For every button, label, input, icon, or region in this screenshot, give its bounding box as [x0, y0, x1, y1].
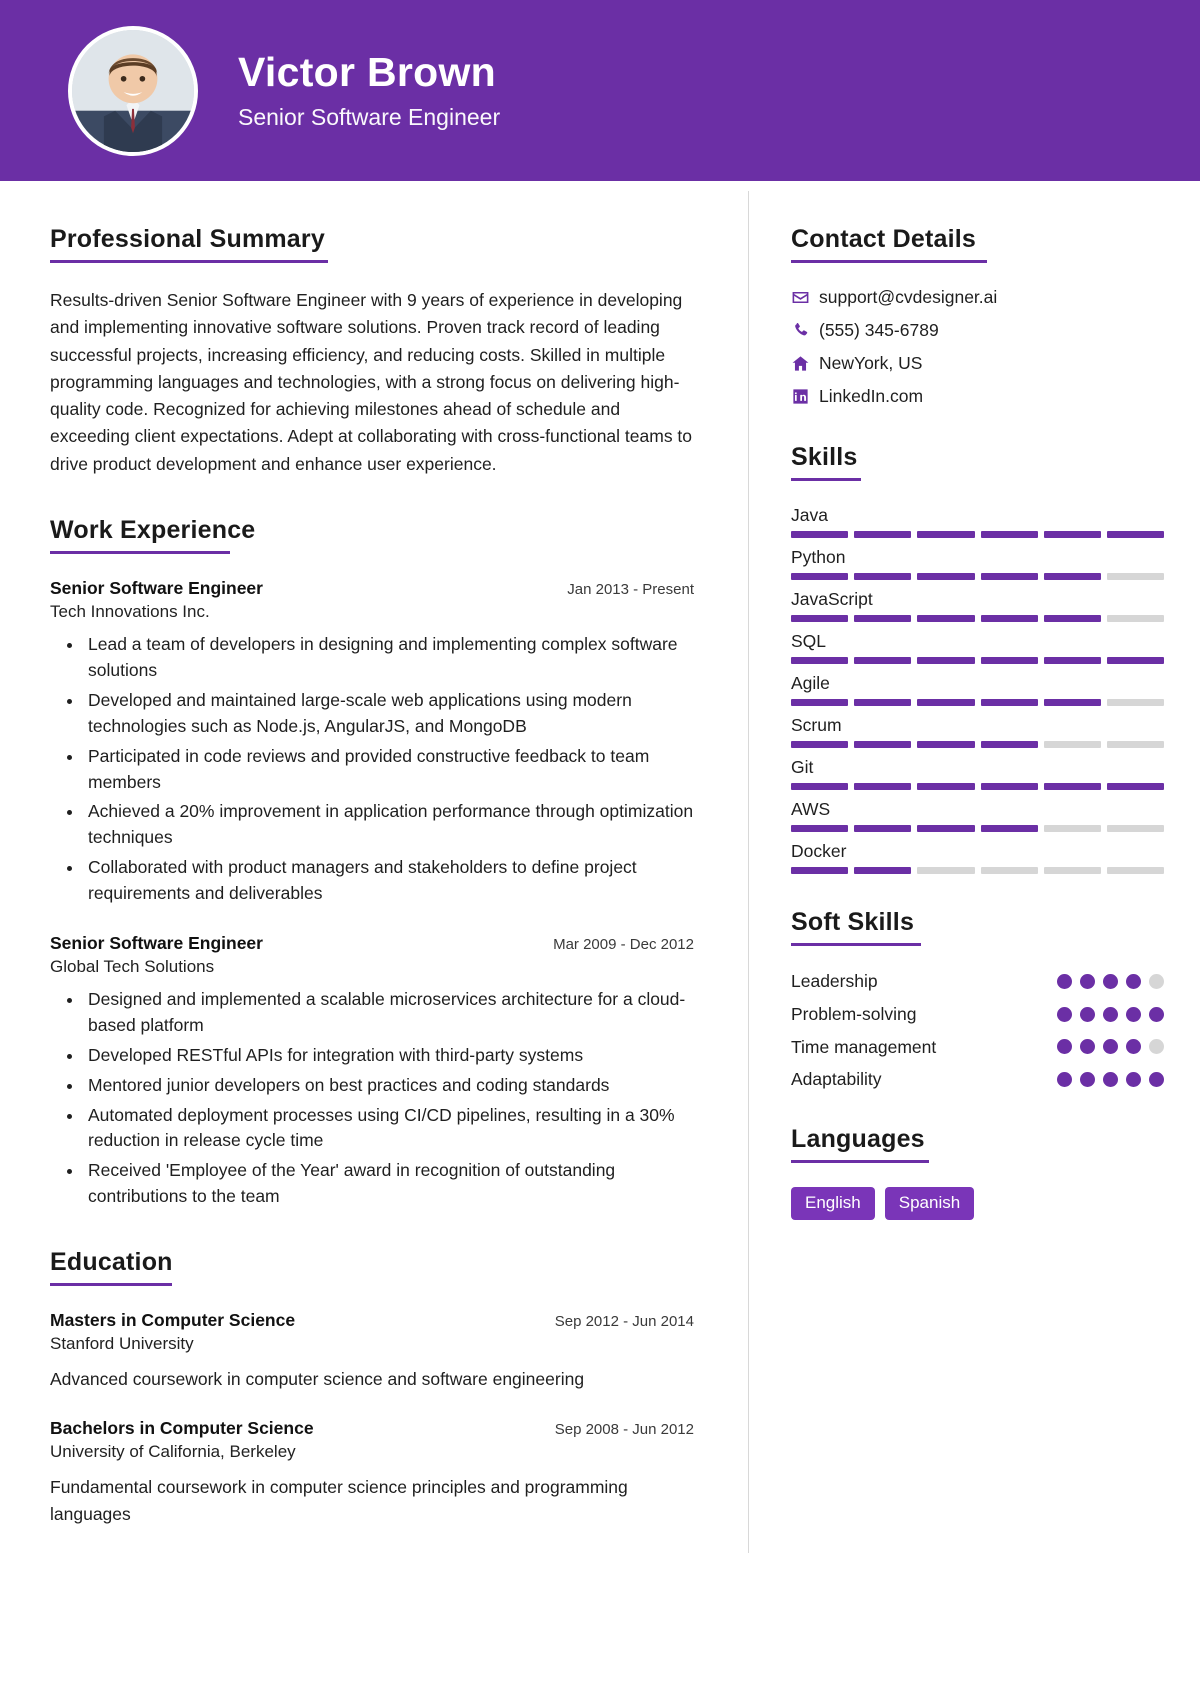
- contact-email[interactable]: [791, 287, 1164, 308]
- skill-segment: [981, 867, 1038, 874]
- skill-segment: [917, 783, 974, 790]
- skill-item: [791, 589, 1164, 622]
- rating-dot: [1057, 1072, 1072, 1087]
- skill-bar: [791, 699, 1164, 706]
- skill-bar: [791, 741, 1164, 748]
- contact-linkedin[interactable]: [791, 386, 1164, 407]
- education-entry-head: [50, 1310, 694, 1331]
- soft-skill-item: [791, 970, 1164, 993]
- rating-dot: [1103, 1007, 1118, 1022]
- skill-segment: [917, 573, 974, 580]
- skill-segment: [1044, 783, 1101, 790]
- work-bullets: [50, 987, 694, 1210]
- skill-segment: [1107, 783, 1164, 790]
- rating-dot: [1080, 1007, 1095, 1022]
- skill-segment: [1107, 573, 1164, 580]
- skill-label: AWS: [791, 799, 831, 819]
- skill-label: Scrum: [791, 715, 842, 735]
- header-name-block: [238, 50, 500, 130]
- skill-segment: [791, 825, 848, 832]
- skill-bar: [791, 531, 1164, 538]
- skill-segment: [1044, 867, 1101, 874]
- skill-segment: [1044, 615, 1101, 622]
- skill-segment: [1107, 531, 1164, 538]
- skill-segment: [1044, 573, 1101, 580]
- section-professional-summary: [50, 225, 694, 478]
- skill-segment: [854, 699, 911, 706]
- degree-title: Masters in Computer Science: [50, 1310, 296, 1331]
- sidebar-column: [749, 181, 1200, 1260]
- skill-item: [791, 841, 1164, 874]
- section-underline: [50, 551, 230, 554]
- rating-dot: [1126, 974, 1141, 989]
- education-description: Advanced coursework in computer science and software engineering: [50, 1369, 585, 1390]
- main-column: [0, 181, 748, 1593]
- list-item: • Participated in code reviews and provided constructive feedback to team members: [84, 744, 694, 796]
- rating-dot: [1103, 1072, 1118, 1087]
- header-role: Senior Software Engineer: [238, 103, 501, 130]
- resume-header: [0, 0, 1200, 181]
- contact-linkedin-text: LinkedIn.com: [819, 386, 924, 406]
- soft-skill-item: [791, 1003, 1164, 1026]
- skill-label: Agile: [791, 673, 830, 693]
- rating-dot: [1126, 1007, 1141, 1022]
- skill-segment: [854, 657, 911, 664]
- work-company: Global Tech Solutions: [50, 956, 215, 976]
- skill-segment: [854, 615, 911, 622]
- work-job-title: Senior Software Engineer: [50, 932, 263, 953]
- skill-segment: [791, 867, 848, 874]
- skill-item: [791, 505, 1164, 538]
- summary-text: Results-driven Senior Software Engineer with 9 years of experience in developing and implementing innovative software solutions. Proven track record of leading successful projects, increasing efficiency, and reducing costs. Skilled in multiple programming languages and technologies, with a strong focus on delivering high-quality code. Recognized for achieving milestones ahead of schedule and exceeding client expectations. Adept at collaborating with cross-functional teams to drive product development and enhance user experience.: [50, 290, 693, 474]
- language-chip: English: [791, 1187, 875, 1220]
- soft-skill-dots: [1057, 1039, 1164, 1054]
- skill-bar: [791, 615, 1164, 622]
- rating-dot: [1149, 1039, 1164, 1054]
- skill-segment: [1107, 867, 1164, 874]
- skill-segment: [981, 615, 1038, 622]
- page-title: Victor Brown: [238, 49, 496, 96]
- education-description: Fundamental coursework in computer science principles and programming languages: [50, 1477, 628, 1524]
- skill-segment: [854, 867, 911, 874]
- skill-segment: [981, 783, 1038, 790]
- education-date: Sep 2008 - Jun 2012: [554, 1421, 694, 1439]
- soft-skill-label: Problem-solving: [791, 1003, 917, 1024]
- soft-skill-label: Leadership: [791, 971, 878, 991]
- skill-segment: [917, 699, 974, 706]
- skill-label: JavaScript: [791, 589, 873, 609]
- school-name: Stanford University: [50, 1334, 194, 1354]
- skill-segment: [791, 531, 848, 538]
- work-entry: [50, 933, 694, 1210]
- work-bullets: [50, 632, 694, 907]
- list-item: • Automated deployment processes using CI/CD pipelines, resulting in a 30% reduction in release cycle time: [84, 1103, 694, 1155]
- skill-bar: [791, 867, 1164, 874]
- rating-dot: [1080, 1039, 1095, 1054]
- skill-segment: [791, 657, 848, 664]
- section-skills: [791, 443, 1164, 874]
- section-title: Languages: [791, 1125, 925, 1153]
- section-title: Education: [50, 1248, 173, 1277]
- rating-dot: [1126, 1072, 1141, 1087]
- section-education: [50, 1248, 694, 1527]
- list-item: • Lead a team of developers in designing and implementing complex software solutions: [84, 632, 694, 684]
- skill-segment: [791, 783, 848, 790]
- skill-segment: [854, 783, 911, 790]
- skill-segment: [981, 657, 1038, 664]
- skill-label: Git: [791, 757, 814, 777]
- skill-segment: [1107, 699, 1164, 706]
- language-chip: Spanish: [885, 1187, 974, 1220]
- work-entry: [50, 578, 694, 907]
- rating-dot: [1103, 974, 1118, 989]
- education-entry-head: [50, 1418, 694, 1439]
- contact-email-text: support@cvdesigner.ai: [819, 287, 998, 307]
- skill-segment: [1044, 531, 1101, 538]
- rating-dot: [1126, 1039, 1141, 1054]
- contact-location: [791, 353, 1164, 374]
- list-item: • Developed RESTful APIs for integration with third-party systems: [84, 1043, 694, 1069]
- skill-bar: [791, 825, 1164, 832]
- skill-label: Java: [791, 505, 828, 525]
- list-item: • Developed and maintained large-scale web applications using modern technologies such as Node.js, AngularJS, and MongoDB: [84, 688, 694, 740]
- education-entry: [50, 1418, 694, 1527]
- skill-item: [791, 715, 1164, 748]
- skill-segment: [791, 741, 848, 748]
- list-item: • Mentored junior developers on best practices and coding standards: [84, 1073, 694, 1099]
- section-contact-details: [791, 225, 1164, 407]
- skill-item: [791, 631, 1164, 664]
- envelope-icon: [791, 288, 819, 307]
- skill-segment: [1107, 741, 1164, 748]
- section-underline: [791, 1160, 929, 1163]
- skill-segment: [981, 531, 1038, 538]
- language-chip-list: [791, 1187, 1164, 1220]
- education-date: Sep 2012 - Jun 2014: [554, 1313, 694, 1331]
- section-title: Skills: [791, 443, 858, 471]
- skill-label: Docker: [791, 841, 847, 861]
- work-company: Tech Innovations Inc.: [50, 602, 210, 622]
- section-title: Work Experience: [50, 516, 256, 545]
- section-underline: [791, 260, 987, 263]
- rating-dot: [1149, 1007, 1164, 1022]
- skill-segment: [854, 531, 911, 538]
- rating-dot: [1080, 974, 1095, 989]
- phone-icon: [791, 321, 819, 340]
- skill-segment: [981, 741, 1038, 748]
- skill-segment: [917, 741, 974, 748]
- soft-skill-label: Adaptability: [791, 1069, 882, 1090]
- section-underline: [50, 260, 328, 263]
- skill-segment: [854, 741, 911, 748]
- school-name: University of California, Berkeley: [50, 1442, 296, 1462]
- skill-item: [791, 673, 1164, 706]
- section-underline: [791, 943, 921, 946]
- rating-dot: [1103, 1039, 1118, 1054]
- rating-dot: [1080, 1072, 1095, 1087]
- skill-segment: [981, 699, 1038, 706]
- skill-segment: [1044, 657, 1101, 664]
- soft-skill-dots: [1057, 974, 1164, 989]
- rating-dot: [1057, 1039, 1072, 1054]
- skill-segment: [791, 615, 848, 622]
- skill-segment: [917, 531, 974, 538]
- skill-bar: [791, 657, 1164, 664]
- skill-segment: [917, 867, 974, 874]
- home-icon: [791, 354, 819, 373]
- skill-item: [791, 799, 1164, 832]
- skill-label: SQL: [791, 631, 827, 651]
- contact-phone-text: (555) 345-6789: [819, 320, 939, 340]
- rating-dot: [1057, 1007, 1072, 1022]
- skill-bar: [791, 783, 1164, 790]
- section-languages: [791, 1125, 1164, 1220]
- skill-segment: [791, 699, 848, 706]
- skill-segment: [854, 573, 911, 580]
- list-item: • Achieved a 20% improvement in application performance through optimization techniques: [84, 799, 694, 851]
- resume-body: [0, 181, 1200, 1593]
- section-title: Soft Skills: [791, 908, 915, 936]
- soft-skill-item: [791, 1036, 1164, 1059]
- skill-segment: [1044, 741, 1101, 748]
- soft-skill-item: [791, 1068, 1164, 1091]
- education-entry: [50, 1310, 694, 1392]
- soft-skill-label: Time management: [791, 1036, 937, 1057]
- rating-dot: [1149, 974, 1164, 989]
- skill-segment: [854, 825, 911, 832]
- work-date: Jan 2013 - Present: [567, 581, 694, 599]
- list-item: • Designed and implemented a scalable microservices architecture for a cloud-based platform: [84, 987, 694, 1039]
- work-job-title: Senior Software Engineer: [50, 578, 263, 599]
- list-item: • Collaborated with product managers and stakeholders to define project requirements and deliverables: [84, 855, 694, 907]
- section-underline: [791, 478, 861, 481]
- section-underline: [50, 1283, 172, 1286]
- rating-dot: [1057, 974, 1072, 989]
- section-soft-skills: [791, 908, 1164, 1091]
- skill-segment: [1044, 825, 1101, 832]
- skill-segment: [917, 657, 974, 664]
- work-entry-head: [50, 578, 694, 599]
- work-entry-head: [50, 933, 694, 954]
- soft-skill-dots: [1057, 1072, 1164, 1087]
- degree-title: Bachelors in Computer Science: [50, 1418, 314, 1439]
- skill-segment: [1107, 657, 1164, 664]
- person-photo-icon: [72, 30, 194, 152]
- skill-segment: [791, 573, 848, 580]
- skill-segment: [1107, 615, 1164, 622]
- skill-bar: [791, 573, 1164, 580]
- skill-item: [791, 547, 1164, 580]
- skill-item: [791, 757, 1164, 790]
- linkedin-icon: [791, 387, 819, 406]
- skill-label: Python: [791, 547, 846, 567]
- skill-segment: [1107, 825, 1164, 832]
- work-date: Mar 2009 - Dec 2012: [553, 935, 694, 953]
- avatar: [68, 26, 198, 156]
- skill-segment: [1044, 699, 1101, 706]
- skill-segment: [917, 825, 974, 832]
- list-item: • Received 'Employee of the Year' award in recognition of outstanding contributions to the team: [84, 1158, 694, 1210]
- contact-phone[interactable]: [791, 320, 1164, 341]
- skill-segment: [981, 573, 1038, 580]
- skill-segment: [981, 825, 1038, 832]
- contact-location-text: NewYork, US: [819, 353, 923, 373]
- rating-dot: [1149, 1072, 1164, 1087]
- section-title: Contact Details: [791, 225, 976, 253]
- section-title: Professional Summary: [50, 225, 325, 253]
- section-work-experience: [50, 516, 694, 1210]
- soft-skill-dots: [1057, 1007, 1164, 1022]
- skill-segment: [917, 615, 974, 622]
